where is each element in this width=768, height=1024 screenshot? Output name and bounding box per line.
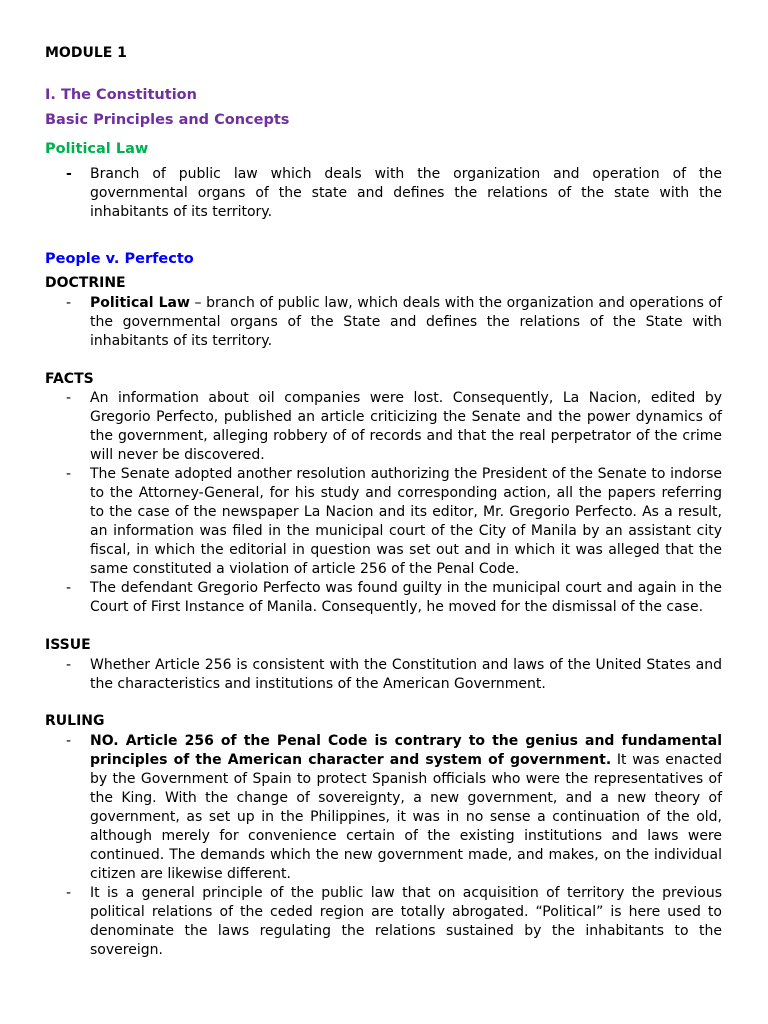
doctrine-list (45, 294, 722, 351)
doctrine-text: – branch of public law, which deals with the organization and operations of the governmental organs of the State and defines the relations of the State with inhabitants of its territory. (90, 295, 722, 349)
fact-text: The Senate adopted another resolution authorizing the President of the Senate to indorse to the Attorney-General, for his study and corresponding action, all the papers referring to the case of the newspaper La Nacion and its editor, Mr. Gregorio Perfecto. As a result, an information was filed in the municipal court of the City of Manila by an assistant city fiscal, in which the editorial in question was set out and in which it was alleged that the same constituted a violation of article 256 of the Penal Code. (90, 466, 722, 577)
module-title: MODULE 1 (45, 45, 127, 61)
bullet-dash: - (66, 390, 72, 406)
political-law-list (45, 165, 722, 222)
fact-text: An information about oil companies were lost. Consequently, La Nacion, edited by Gregorio Perfecto, published an article criticizing the Senate and the power dynamics of the government, alleging robbery of of records and that the real perpetrator of the crime will never be discovered. (90, 390, 722, 463)
bullet-dash: - (66, 580, 72, 596)
list-item (45, 656, 722, 694)
bullet-dash: - (66, 166, 72, 182)
fact-text: The defendant Gregorio Perfecto was found guilty in the municipal court and again in the Court of First Instance of Manila. Consequently, he moved for the dismissal of the case. (90, 580, 722, 615)
ruling-heading: RULING (45, 713, 105, 729)
facts-list (45, 389, 722, 617)
ruling-answer: NO. Article 256 of the Penal Code is contrary to the genius and fundamental principles of the American character and system of government. (90, 733, 722, 768)
list-item (45, 294, 722, 351)
constitution-heading: I. The Constitution (45, 87, 197, 103)
list-item (45, 732, 722, 884)
case-title: People v. Perfecto (45, 251, 194, 267)
doctrine-term: Political Law (90, 295, 190, 311)
list-item (45, 884, 722, 960)
political-law-heading: Political Law (45, 141, 149, 157)
bullet-dash: - (66, 657, 72, 673)
bullet-dash: - (66, 885, 72, 901)
list-item (45, 465, 722, 579)
list-item (45, 389, 722, 465)
bullet-dash: - (66, 733, 72, 749)
issue-text: Whether Article 256 is consistent with the Constitution and laws of the United States and the characteristics and institutions of the American Government. (90, 657, 722, 692)
list-item (45, 579, 722, 617)
bullet-dash: - (66, 466, 72, 482)
facts-heading: FACTS (45, 371, 94, 387)
bullet-dash: - (66, 295, 72, 311)
issue-heading: ISSUE (45, 637, 91, 653)
list-item (45, 165, 722, 222)
issue-list (45, 656, 722, 694)
ruling-text: It was enacted by the Government of Spain to protect Spanish officials who were the representatives of the King. With the change of sovereignty, a new government, and a new theory of government, as set up in the Philippines, it was in no sense a continuation of the old, although merely for convenience certain of the existing institutions and laws were continued. The demands which the new government made, and makes, on the individual citizen are likewise different. (90, 752, 722, 882)
ruling-text: It is a general principle of the public law that on acquisition of territory the previous political relations of the ceded region are totally abrogated. “Political” is here used to denominate the laws regulating the relations sustained by the inhabitants to the sovereign. (90, 885, 722, 958)
doctrine-heading: DOCTRINE (45, 275, 126, 291)
basic-principles-heading: Basic Principles and Concepts (45, 112, 290, 128)
ruling-list (45, 732, 722, 960)
political-law-definition: Branch of public law which deals with the organization and operation of the governmental organs of the state and defines the relations of the state with the inhabitants of its territory. (90, 166, 722, 220)
